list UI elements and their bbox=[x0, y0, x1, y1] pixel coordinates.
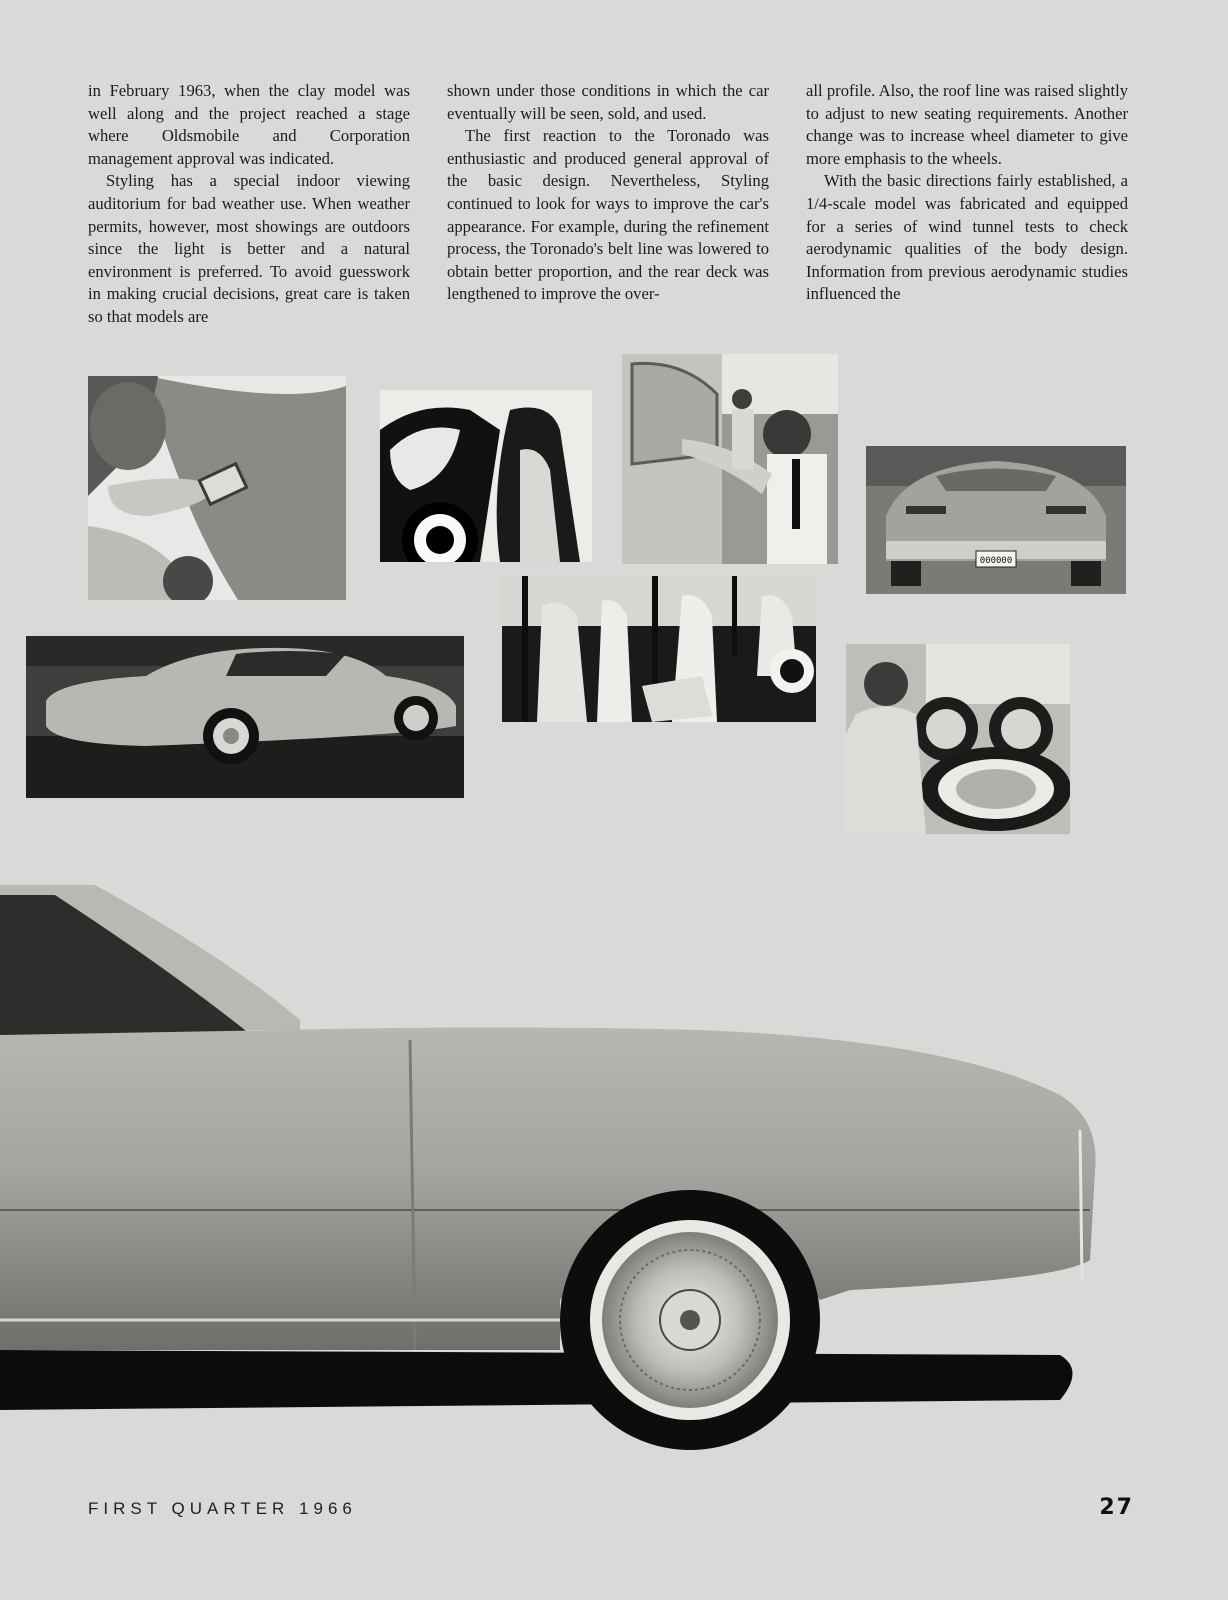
paragraph: Styling has a special indoor viewing auditorium for bad weather use. When weather permits, however, most showings are outdoors since the light is better and a natural environment is preferred. To avoid guesswork in making crucial decisions, great care is taken so that models are bbox=[88, 171, 410, 326]
paragraph: The first reaction to the Toronado was enthusiastic and produced general approval of the basic design. Nevertheless, Styling continued to look for ways to improve the car's appearance. For example, during the refinement process, the Toronado's belt line was lowered to obtain better proportion, and the rear deck was lengthened to improve the over- bbox=[447, 126, 769, 304]
page-number: 27 bbox=[1099, 1495, 1134, 1520]
photo-sculptor-high-contrast bbox=[380, 390, 592, 562]
text-column-2 bbox=[447, 80, 769, 306]
photo-designers-at-door bbox=[622, 354, 838, 564]
paragraph: all profile. Also, the roof line was raised slightly to adjust to new seating requirements. Another change was to increase wheel diameter to give more emphasis to the wheels. bbox=[806, 81, 1128, 168]
paragraph: in February 1963, when the clay model was well along and the project reached a stage where Oldsmobile and Corporation management approval was indicated. bbox=[88, 81, 410, 168]
photo-clay-sculpting-closeup bbox=[88, 376, 346, 600]
photo-wheel-cover-detailing bbox=[846, 644, 1070, 834]
hero-car-profile-image bbox=[0, 880, 1228, 1460]
license-plate-text: 000000 bbox=[979, 556, 1013, 566]
photo-side-view-model bbox=[26, 636, 464, 798]
publication-footer: FIRST QUARTER 1966 bbox=[88, 1499, 357, 1518]
paragraph: shown under those conditions in which the car eventually will be seen, sold, and used. bbox=[447, 81, 769, 123]
photo-front-view-model bbox=[866, 446, 1126, 594]
text-column-1 bbox=[88, 80, 410, 329]
text-column-3 bbox=[806, 80, 1128, 306]
paragraph: With the basic directions fairly established, a 1/4-scale model was fabricated and equipped for a series of wind tunnel tests to check aerodynamic qualities of the body design. Information from previous aerodynamic studies influenced the bbox=[806, 171, 1128, 304]
photo-design-team-group bbox=[502, 576, 816, 722]
